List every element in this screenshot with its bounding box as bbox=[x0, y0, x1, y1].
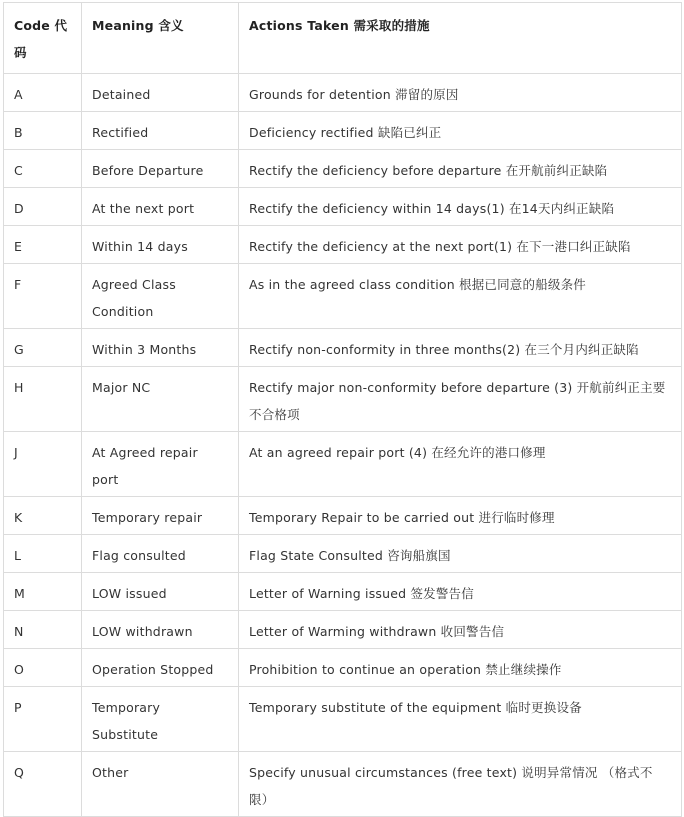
cell-meaning: Major NC bbox=[82, 367, 239, 432]
table-row bbox=[4, 535, 682, 573]
table-row bbox=[4, 649, 682, 687]
cell-meaning: At the next port bbox=[82, 188, 239, 226]
cell-code: M bbox=[4, 573, 82, 611]
cell-meaning: Temporary repair bbox=[82, 497, 239, 535]
cell-action: Rectify the deficiency before departure 在开航前纠正缺陷 bbox=[239, 150, 682, 188]
cell-meaning: Rectified bbox=[82, 112, 239, 150]
header-actions: Actions Taken 需采取的措施 bbox=[239, 3, 682, 74]
cell-code: D bbox=[4, 188, 82, 226]
table-row bbox=[4, 74, 682, 112]
cell-meaning: Within 14 days bbox=[82, 226, 239, 264]
cell-meaning: Operation Stopped bbox=[82, 649, 239, 687]
cell-action: Grounds for detention 滞留的原因 bbox=[239, 74, 682, 112]
table-row bbox=[4, 112, 682, 150]
cell-meaning: Temporary Substitute bbox=[82, 687, 239, 752]
cell-action: Rectify major non-conformity before departure (3) 开航前纠正主要不合格项 bbox=[239, 367, 682, 432]
table-row bbox=[4, 432, 682, 497]
cell-code: H bbox=[4, 367, 82, 432]
cell-meaning: LOW issued bbox=[82, 573, 239, 611]
cell-action: Deficiency rectified 缺陷已纠正 bbox=[239, 112, 682, 150]
cell-code: O bbox=[4, 649, 82, 687]
table-row bbox=[4, 226, 682, 264]
cell-meaning: Within 3 Months bbox=[82, 329, 239, 367]
table-row bbox=[4, 264, 682, 329]
cell-action: Temporary Repair to be carried out 进行临时修理 bbox=[239, 497, 682, 535]
table-row bbox=[4, 573, 682, 611]
cell-code: N bbox=[4, 611, 82, 649]
cell-meaning: Other bbox=[82, 752, 239, 817]
header-meaning: Meaning 含义 bbox=[82, 3, 239, 74]
table-body bbox=[4, 74, 682, 817]
cell-code: G bbox=[4, 329, 82, 367]
cell-action: Flag State Consulted 咨询船旗国 bbox=[239, 535, 682, 573]
cell-action: Letter of Warning issued 签发警告信 bbox=[239, 573, 682, 611]
cell-action: Rectify the deficiency within 14 days(1) 在14天内纠正缺陷 bbox=[239, 188, 682, 226]
table-row bbox=[4, 150, 682, 188]
table-row bbox=[4, 687, 682, 752]
table-row bbox=[4, 611, 682, 649]
cell-meaning: LOW withdrawn bbox=[82, 611, 239, 649]
cell-code: J bbox=[4, 432, 82, 497]
deficiency-action-codes-table bbox=[3, 2, 682, 817]
table-row bbox=[4, 497, 682, 535]
table-row bbox=[4, 367, 682, 432]
cell-code: P bbox=[4, 687, 82, 752]
cell-action: Specify unusual circumstances (free text) 说明异常情况 （格式不限） bbox=[239, 752, 682, 817]
cell-action: Rectify non-conformity in three months(2) 在三个月内纠正缺陷 bbox=[239, 329, 682, 367]
cell-code: L bbox=[4, 535, 82, 573]
table-row bbox=[4, 329, 682, 367]
cell-meaning: At Agreed repair port bbox=[82, 432, 239, 497]
cell-action: At an agreed repair port (4) 在经允许的港口修理 bbox=[239, 432, 682, 497]
cell-code: E bbox=[4, 226, 82, 264]
table-row bbox=[4, 752, 682, 817]
header-row bbox=[4, 3, 682, 74]
cell-code: F bbox=[4, 264, 82, 329]
cell-code: C bbox=[4, 150, 82, 188]
cell-action: Temporary substitute of the equipment 临时更换设备 bbox=[239, 687, 682, 752]
cell-meaning: Detained bbox=[82, 74, 239, 112]
cell-action: As in the agreed class condition 根据已同意的船级条件 bbox=[239, 264, 682, 329]
cell-action: Prohibition to continue an operation 禁止继续操作 bbox=[239, 649, 682, 687]
cell-meaning: Agreed Class Condition bbox=[82, 264, 239, 329]
table-row bbox=[4, 188, 682, 226]
cell-code: Q bbox=[4, 752, 82, 817]
cell-meaning: Before Departure bbox=[82, 150, 239, 188]
table-header bbox=[4, 3, 682, 74]
cell-code: K bbox=[4, 497, 82, 535]
cell-code: B bbox=[4, 112, 82, 150]
cell-action: Rectify the deficiency at the next port(1) 在下一港口纠正缺陷 bbox=[239, 226, 682, 264]
cell-action: Letter of Warming withdrawn 收回警告信 bbox=[239, 611, 682, 649]
cell-code: A bbox=[4, 74, 82, 112]
header-code: Code 代码 bbox=[4, 3, 82, 74]
cell-meaning: Flag consulted bbox=[82, 535, 239, 573]
